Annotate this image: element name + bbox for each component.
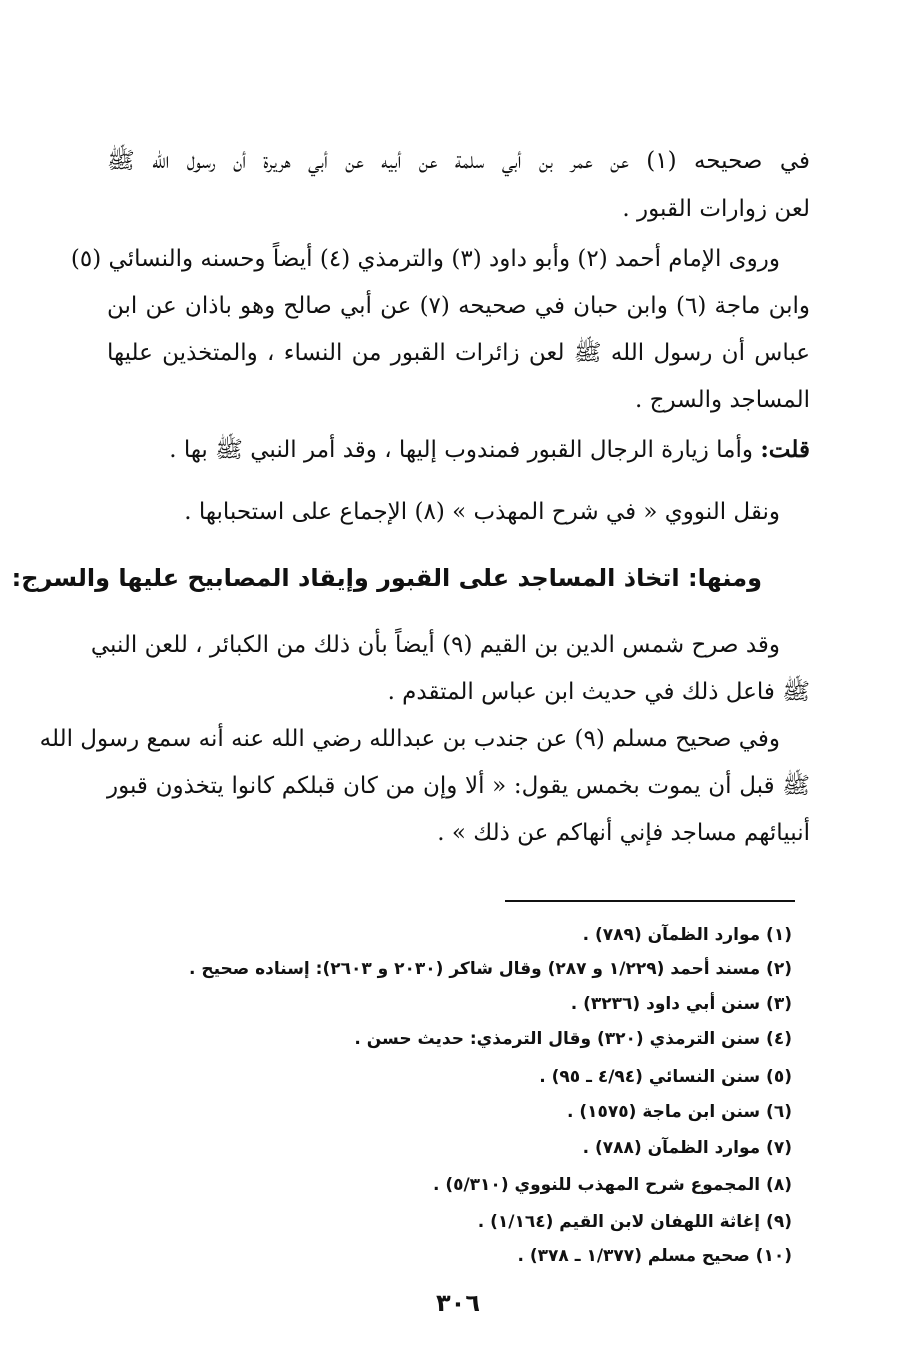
- body-line: عباس أن رسول الله ﷺ لعن زائرات القبور من النساء ، والمتخذين عليها: [107, 340, 810, 366]
- body-line: وقد صرح شمس الدين بن القيم (٩) أيضاً بأن ذلك من الكبائر ، للعن النبي: [90, 632, 780, 658]
- body-line-qult: [107, 430, 810, 470]
- body-line: وفي صحيح مسلم (٩) عن جندب بن عبدالله رضي الله عنه أنه سمع رسول الله: [39, 726, 780, 752]
- footnote: (٦) سنن ابن ماجة (١٥٧٥) .: [567, 1102, 792, 1122]
- body-line: في صحيحه (١) عن عمر بن أبي سلمة عن أبيه عن أبي هريرة أن رسول الله ﷺ: [107, 148, 810, 174]
- footnote: (٢) مسند أحمد (١/٢٢٩ و ٢٨٧) وقال شاكر (٢٠٣٠ و ٢٦٠٣): إسناده صحيح .: [188, 959, 792, 979]
- section-heading: ومنها: اتخاذ المساجد على القبور وإيقاد المصابيح عليها والسرج:: [11, 564, 762, 592]
- body-line: ﷺ فاعل ذلك في حديث ابن عباس المتقدم .: [387, 679, 810, 705]
- footnote: (٨) المجموع شرح المهذب للنووي (٥/٣١٠) .: [432, 1175, 792, 1195]
- footnote: (١٠) صحيح مسلم (١/٣٧٧ ـ ٣٧٨) .: [517, 1246, 792, 1266]
- body-line: ونقل النووي « في شرح المهذب » (٨) الإجماع على استحبابها .: [184, 499, 780, 525]
- footnote-separator: [505, 900, 795, 902]
- footnote: (١) موارد الظمآن (٧٨٩) .: [582, 925, 792, 945]
- footnote: (٧) موارد الظمآن (٧٨٨) .: [582, 1138, 792, 1158]
- page-number: ٣٠٦: [436, 1289, 480, 1317]
- footnote: (٣) سنن أبي داود (٣٢٣٦) .: [570, 994, 792, 1014]
- body-line: وروى الإمام أحمد (٢) وأبو داود (٣) والترمذي (٤) أيضاً وحسنه والنسائي (٥): [70, 246, 780, 272]
- body-line: المساجد والسرج .: [634, 387, 810, 413]
- footnote: (٥) سنن النسائي (٤/٩٤ ـ ٩٥) .: [539, 1067, 792, 1087]
- body-line: ﷺ قبل أن يموت بخمس يقول: « ألا وإن من كان قبلكم كانوا يتخذون قبور: [107, 773, 810, 799]
- body-line: لعن زوارات القبور .: [622, 196, 810, 222]
- footnote: (٩) إغاثة اللهفان لابن القيم (١/١٦٤) .: [477, 1212, 792, 1232]
- body-line: وابن ماجة (٦) وابن حبان في صحيحه (٧) عن أبي صالح وهو باذان عن ابن: [107, 293, 810, 319]
- body-line: أنبيائهم مساجد فإني أنهاكم عن ذلك » .: [437, 820, 810, 846]
- qult-label: قلت:: [760, 436, 810, 463]
- footnote: (٤) سنن الترمذي (٣٢٠) وقال الترمذي: حديث حسن .: [354, 1029, 792, 1049]
- qult-text: وأما زيارة الرجال القبور فمندوب إليها ، وقد أمر النبي ﷺ بها .: [169, 437, 753, 463]
